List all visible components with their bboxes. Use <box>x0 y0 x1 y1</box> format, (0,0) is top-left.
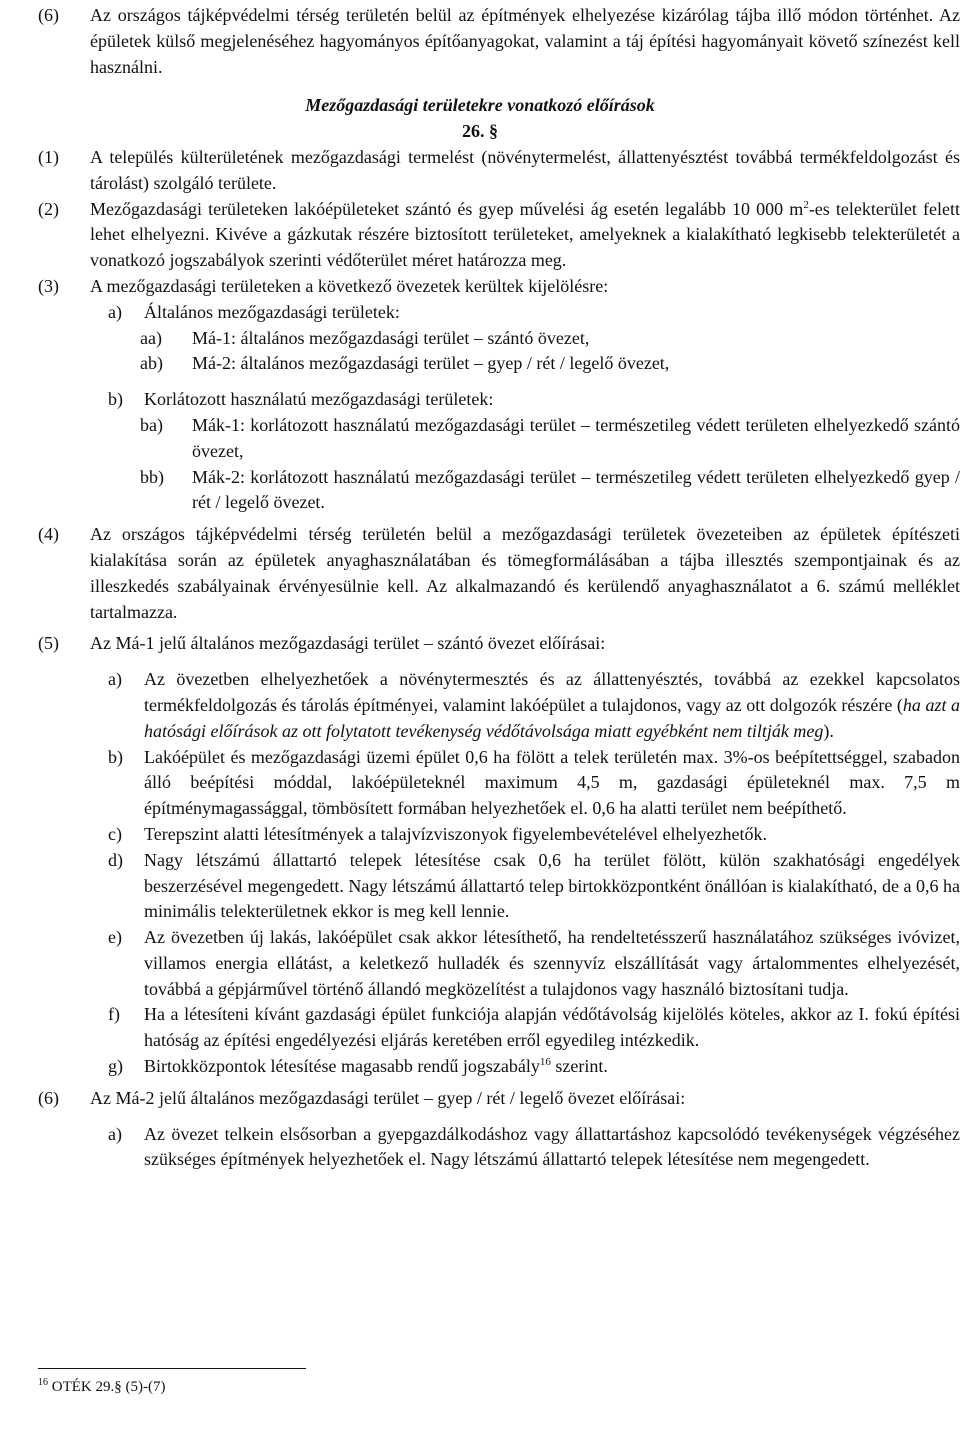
list-item <box>90 1054 960 1080</box>
section-title: Mezőgazdasági területekre vonatkozó előírások <box>305 95 655 116</box>
sublist-text: Má-2: általános mezőgazdasági terület – gyep / rét / legelő övezet, <box>192 353 670 374</box>
list-label: b) <box>108 746 123 767</box>
section-number: 26. § <box>462 121 498 142</box>
paragraph-1 <box>0 145 960 197</box>
sublist-label: ab) <box>140 353 163 374</box>
document-page <box>0 3 960 1173</box>
footnote-separator <box>38 1368 306 1369</box>
sublist-item <box>140 351 960 377</box>
list-label: a) <box>108 1123 122 1144</box>
rule-list <box>90 1122 960 1174</box>
list-text: Az övezet telkein elsősorban a gyepgazdálkodáshoz vagy állattartáshoz kapcsolódó tevékenységek végzéséhez szükséges építmények helyezhetőek el. Nagy létszámú állattartó telepek létesítése nem megengedett. <box>144 1123 960 1170</box>
paragraph-number: (6) <box>38 5 59 25</box>
list-text: Általános mezőgazdasági területek: <box>144 301 400 322</box>
list-item <box>90 822 960 848</box>
list-label: e) <box>108 927 122 948</box>
paragraph-text: Az Má-1 jelű általános mezőgazdasági terület – szántó övezet előírásai: <box>90 633 606 654</box>
list-item <box>90 1002 960 1054</box>
sublist-item <box>140 326 960 352</box>
superscript: 2 <box>803 198 809 211</box>
footnote-text: OTÉK 29.§ (5)-(7) <box>48 1379 166 1395</box>
list-text <box>144 1054 960 1080</box>
zone-list <box>90 387 960 413</box>
list-label: a) <box>108 301 122 322</box>
paragraph-text: A mezőgazdasági területeken a következő övezetek kerültek kijelölésre: <box>90 275 609 296</box>
sublist-text: Mák-2: korlátozott használatú mezőgazdasági terület – természetileg védett területen elhelyezkedő gyep / rét / legelő övezet. <box>192 466 960 513</box>
list-label: d) <box>108 849 123 870</box>
sublist-label: ba) <box>140 414 163 435</box>
sublist <box>140 413 960 516</box>
list-label: g) <box>108 1056 123 1077</box>
list-item <box>90 848 960 925</box>
rule-list <box>90 667 960 1080</box>
list-text: Ha a létesíteni kívánt gazdasági épület funkciója alapján védőtávolság kijelölés köteles, akkor az I. fokú építési hatóság az építési engedélyezési eljárás keretében erről egyedileg intézkedik. <box>144 1004 960 1051</box>
paragraph-text: Az országos tájképvédelmi térség területén belül az építmények elhelyezése kizárólag tájba illő módon történhet. Az épületek külső megjelenéséhez hagyományos építőanyagokat, valamint a táj építési hagyományait követő színezést kell használni. <box>90 5 960 77</box>
sublist-item <box>140 413 960 465</box>
paragraph-number: (2) <box>38 198 59 219</box>
list-label: b) <box>108 389 123 410</box>
list-text <box>144 667 960 744</box>
paragraph-text <box>90 197 960 274</box>
list-text: Lakóépület és mezőgazdasági üzemi épület 0,6 ha fölött a telek területén max. 3%-os beépítettséggel, szabadon álló beépítési móddal, lakóépületeknél maximum 4,5 m, gazdasági épületeknél max. 7,5 m építménymagassággal, tömbösített formában helyezhetőek el. 0,6 ha alatti terület nem beépíthető. <box>144 746 960 819</box>
list-text: Terepszint alatti létesítmények a talajvízviszonyok figyelembevételével elhelyezhetők. <box>144 823 767 844</box>
list-item <box>90 925 960 1002</box>
list-label: c) <box>108 823 122 844</box>
paragraph-3 <box>0 274 960 300</box>
text-segment: Az övezetben elhelyezhetőek a növénytermesztés és az állattenyésztés, továbbá az ezekkel kapcsolatos termékfeldolgozás és tárolás építményei, valamint lakóépület a tulajdonos, vagy az ott dolgozók részére ( <box>144 669 960 715</box>
paragraph-number: (6) <box>38 1087 59 1108</box>
paragraph-number: (5) <box>38 633 59 654</box>
text-segment: -es telekterület felett lehet elhelyezni. Kivéve a gázkutak részére biztosított területeket, amelyeknek a kialakítható legkisebb telekterületét a vonatkozó jogszabályok szerinti védőterület méret határozza meg. <box>90 198 960 271</box>
sublist-text: Má-1: általános mezőgazdasági terület – szántó övezet, <box>192 327 590 348</box>
footnote <box>38 1377 165 1397</box>
list-text: Az övezetben új lakás, lakóépület csak akkor létesíthető, ha rendeltetésszerű használatához szükséges ivóvizet, villamos energia ellátást, a keletkező hulladék és szennyvíz elszállítását vagy ártalommentes elhelyezését, továbbá a gépjárművel történő állandó megközelítést a tulajdonos vagy használó biztosítani tudja. <box>144 927 960 999</box>
text-segment: szerint. <box>550 1056 608 1077</box>
sublist-label: aa) <box>140 327 162 348</box>
zone-list <box>90 300 960 326</box>
paragraph-text: Az Má-2 jelű általános mezőgazdasági terület – gyep / rét / legelő övezet előírásai: <box>90 1087 686 1108</box>
list-item <box>90 300 960 326</box>
paragraph-number: (3) <box>38 275 59 296</box>
sublist <box>140 326 960 378</box>
sublist-item <box>140 465 960 517</box>
paragraph-number: (1) <box>38 146 59 167</box>
list-item <box>90 667 960 744</box>
footnote-ref: 16 <box>539 1056 551 1069</box>
paragraph-number: (4) <box>38 524 59 545</box>
paragraph-4 <box>0 522 960 625</box>
list-item <box>90 1122 960 1174</box>
list-label: f) <box>108 1004 120 1025</box>
text-segment: Birtokközpontok létesítése magasabb rendű jogszabály <box>144 1056 540 1077</box>
sublist-label: bb) <box>140 466 164 487</box>
paragraph-2 <box>0 197 960 274</box>
list-text: Korlátozott használatú mezőgazdasági területek: <box>144 389 494 410</box>
paragraph-text: Az országos tájképvédelmi térség területén belül a mezőgazdasági területek övezeteiben az épületek építészeti kialakítása során az épületek anyaghasználatában és tömegformálásában a tájba illesztés szempontjainak és az illeszkedés szabályainak érvényesülnie kell. Az alkalmazandó és kerülendő anyaghasználatot a 6. számú melléklet tartalmazza. <box>90 524 960 622</box>
footnote-number: 16 <box>38 1377 48 1388</box>
paragraph-text: A település külterületének mezőgazdasági termelést (növénytermelést, állattenyésztést továbbá termékfeldolgozást és tárolást) szolgáló területe. <box>90 146 960 193</box>
list-item <box>90 387 960 413</box>
paragraph-6 <box>0 1086 960 1112</box>
sublist-text: Mák-1: korlátozott használatú mezőgazdasági terület – természetileg védett területen elhelyezkedő szántó övezet, <box>192 414 960 461</box>
italic-text: ha azt a hatósági előírások az ott folytatott tevékenység védőtávolsága miatt egyébként nem tiltják meg <box>144 694 960 741</box>
list-text: Nagy létszámú állattartó telepek létesítése csak 0,6 ha terület fölött, külön szakhatósági engedélyek beszerzésével megengedett. Nagy létszámú állattartó telep birtokközpontként önállóan is kialakítható, de a 0,6 ha minimális telekterületnek ekkor is meg kell lennie. <box>144 849 960 922</box>
list-label: a) <box>108 669 122 690</box>
paragraph-prev-6 <box>0 3 960 80</box>
list-item <box>90 745 960 822</box>
text-segment: Mezőgazdasági területeken lakóépületeket szántó és gyep művelési ág esetén legalább 10 000 m <box>90 198 804 219</box>
text-segment: ). <box>823 720 834 741</box>
paragraph-5 <box>0 631 960 657</box>
